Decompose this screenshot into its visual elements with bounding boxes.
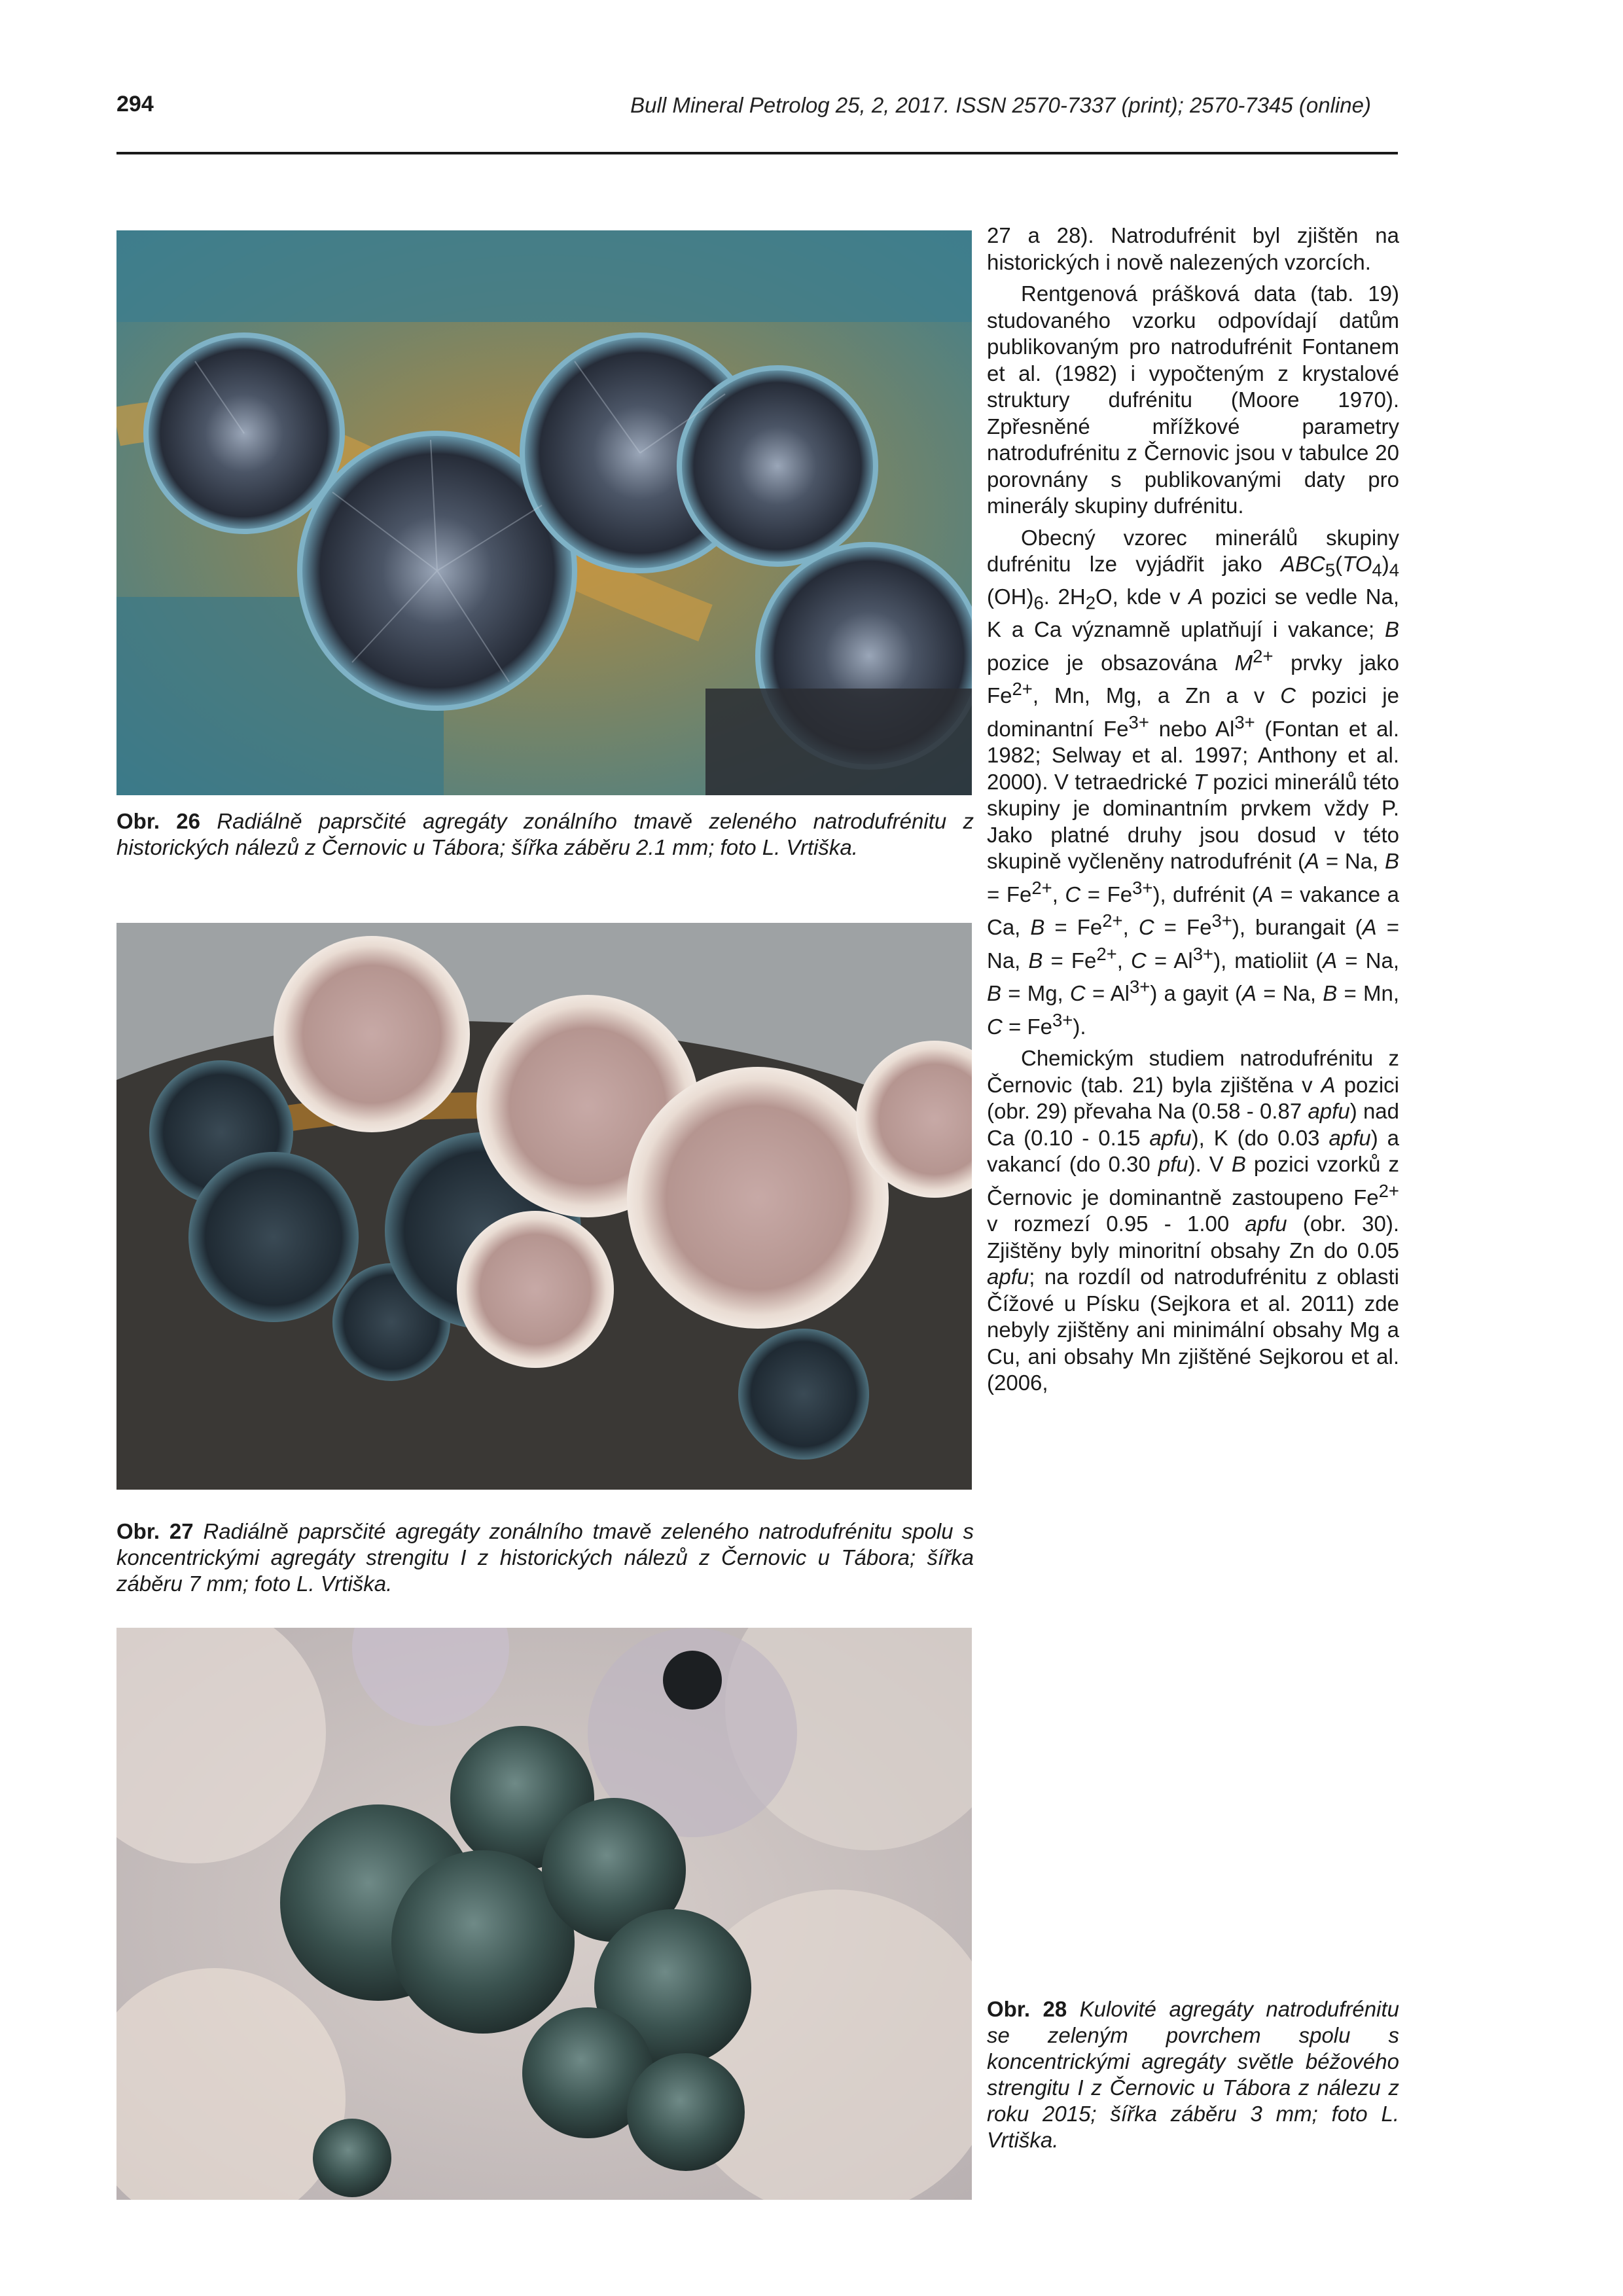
figure-27-caption-text: Radiálně paprsčité agregáty zonálního tmavě zeleného natrodufrénitu spolu s koncentrickými agregáty strengitu I z historických nálezů z Černovic u Tábora; šířka záběru 7 mm; foto L. Vrtiška.	[116, 1519, 974, 1596]
figure-28-caption-text: Kulovité agregáty natrodufrénitu se zeleným povrchem spolu s koncentrickými agregáty světle béžového strengitu I z Černovic u Tábora z nálezu z roku 2015; šířka záběru 3 mm; foto L. Vrtiška.	[987, 1997, 1399, 2152]
figure-26-label: Obr. 26	[116, 809, 201, 833]
figure-28-label: Obr. 28	[987, 1997, 1067, 2021]
figure-28-caption	[987, 1996, 1399, 2153]
header-rule	[116, 152, 1398, 154]
journal-header: Bull Mineral Petrolog 25, 2, 2017. ISSN 2570-7337 (print); 2570-7345 (online)	[630, 93, 1371, 117]
paragraph-1: 27 a 28). Natrodufrénit byl zjištěn na historických i nově nalezených vzorcích.	[987, 223, 1399, 274]
figure-26-caption-text: Radiálně paprsčité agregáty zonálního tmavě zeleného natrodufrénitu z historických nálezů z Černovic u Tábora; šířka záběru 2.1 mm; foto L. Vrtiška.	[116, 809, 974, 859]
page-number: 294	[116, 92, 154, 117]
figure-26-photo	[116, 230, 972, 795]
body-text-column	[987, 223, 1399, 1402]
paragraph-4: Chemickým studiem natrodufrénitu z Černovic (tab. 21) byla zjištěna v A pozici (obr. 29) převaha Na (0.58 - 0.87 apfu) nad Ca (0.10 - 0.15 apfu), K (do 0.03 apfu) a vakancí (do 0.30 pfu). V B pozici vzorků z Černovic je dominantně zastoupeno $Fe^{2+}$ v rozmezí 0.95 - 1.00 apfu (obr. 30). Zjištěny byly minoritní obsahy Zn do 0.05 apfu; na rozdíl od natrodufrénitu z oblasti Čížové u Písku (Sejkora et al. 2011) zde nebyly zjištěny ani minimální obsahy Mg a Cu, ani obsahy Mn zjištěné Sejkorou et al. (2006,	[987, 1046, 1400, 1395]
paragraph-3: Obecný vzorec minerálů skupiny dufrénitu lze vyjádřit jako $ABC_5(TO_4)_4$ $(OH)_6$. $2H_2O$, kde v A pozici se vedle Na, K a Ca významně uplatňují i vakance; B pozice je obsazována $M^{2+}$ prvky jako $Fe^{2+}$, Mn, Mg, a Zn a v C pozici je dominantní $Fe^{3+}$ nebo $Al^{3+}$ (Fontan et al. 1982; Selway et al. 1997; Anthony et al. 2000). V tetraedrické T pozici minerálů této skupiny je dominantním prvkem vždy P. Jako platné druhy jsou dosud v této skupině vyčleněny natrodufrénit (A = Na, $B = Fe^{2+}$, $C = Fe^{3+}$), dufrénit (A = vakance a Ca, $B = Fe^{2+}$, $C = Fe^{3+}$), burangait (A = Na, $B = Fe^{2+}$, $C = Al^{3+}$), matioliit (A = Na, B = Mg, $C = Al^{3+}$) a gayit (A = Na, B = Mn, $C = Fe^{3+}$).	[987, 525, 1399, 1039]
figure-27-photo	[116, 923, 972, 1490]
figure-26-caption	[116, 808, 974, 861]
paragraph-2: Rentgenová prášková data (tab. 19) studovaného vzorku odpovídají datům publikovaným pro natrodufrénit Fontanem et al. (1982) i vypočteným z krystalové struktury dufrénitu (Moore 1970). Zpřesněné mřížkové parametry natrodufrénitu z Černovic jsou v tabulce 20 porovnány s publikovanými daty pro minerály skupiny dufrénitu.	[987, 281, 1399, 518]
figure-27-caption	[116, 1518, 974, 1597]
figure-28-photo	[116, 1628, 972, 2200]
figure-27-label: Obr. 27	[116, 1519, 194, 1543]
